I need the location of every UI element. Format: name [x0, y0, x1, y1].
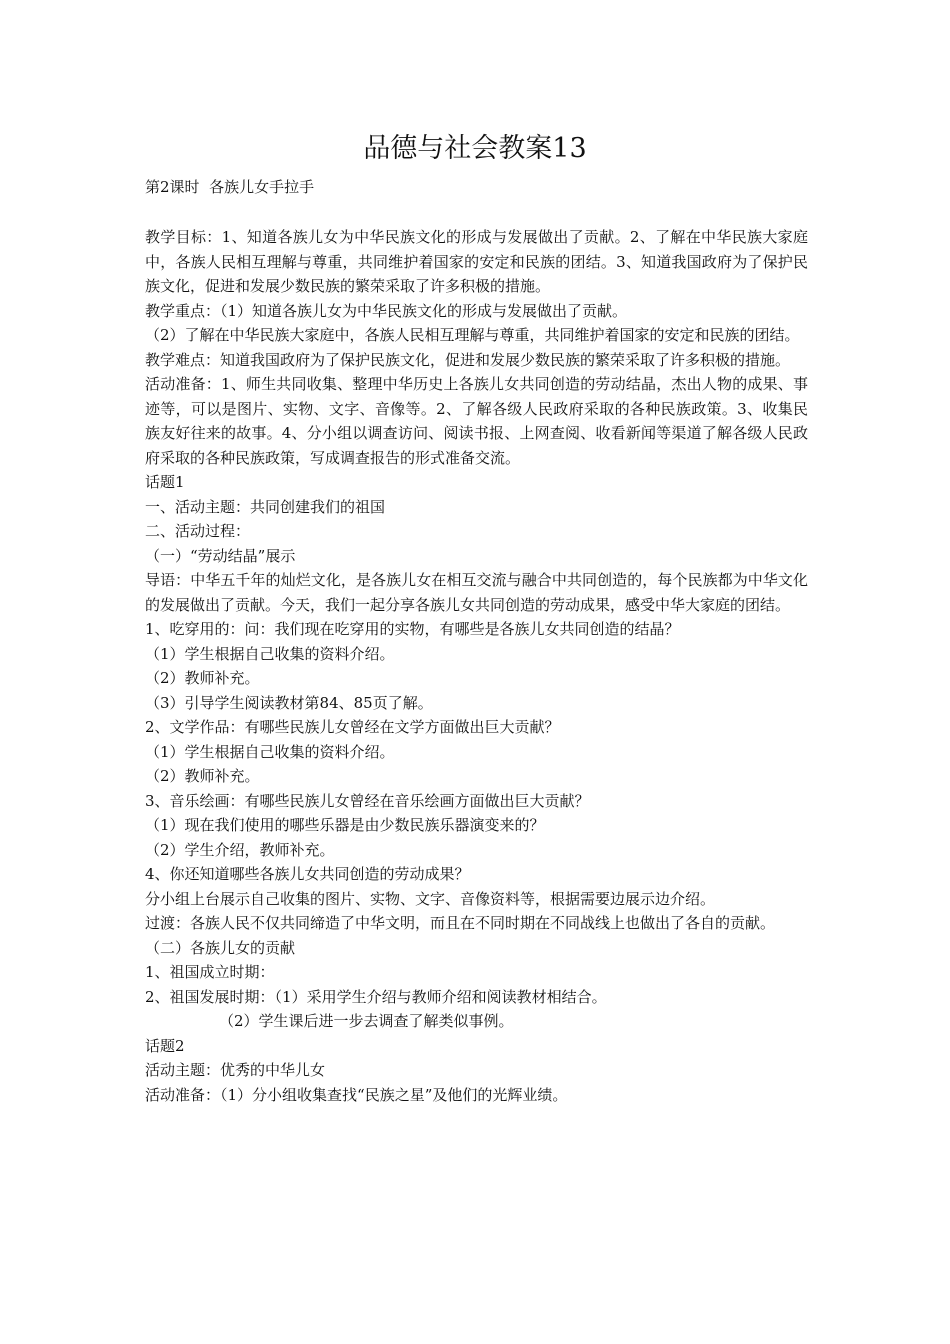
key-point-1: 教学重点：（1）知道各族儿女为中华民族文化的形成与发展做出了贡献。: [145, 301, 628, 320]
list-item: 1、吃穿用的：问：我们现在吃穿用的实物，有哪些是各族儿女共同创造的结晶？: [145, 620, 680, 638]
lesson-subtitle: 第2课时 各族儿女手拉手: [145, 178, 315, 196]
transition: 过渡：各族人民不仅共同缔造了中华文明，而且在不同时期在不同战线上也做出了各自的贡献。: [145, 914, 776, 932]
list-item: 4、你还知道哪些各族儿女共同创造的劳动成果？: [145, 865, 470, 883]
key-point-2: （2）了解在中华民族大家庭中，各族人民相互理解与尊重，共同维护着国家的安定和民族的团结。: [145, 326, 800, 344]
page-title: 品德与社会教案13: [363, 133, 587, 164]
activity-theme: 一、活动主题：共同创建我们的祖国: [145, 497, 386, 516]
list-item: （1）现在我们使用的哪些乐器是由少数民族乐器演变来的？: [145, 816, 545, 834]
introduction: 导语：中华五千年的灿烂文化，是各族儿女在相互交流与融合中共同创造的，每个民族都为中华文化的发展做出了贡献。今天，我们一起分享各族儿女共同创造的劳动成果，感受中华大家庭的团结。: [145, 571, 808, 614]
list-item: （1）学生根据自己收集的资料介绍。: [145, 644, 395, 663]
teaching-goals: 教学目标：1、知道各族儿女为中华民族文化的形成与发展做出了贡献。2、了解在中华民族大家庭中，各族人民相互理解与尊重，共同维护着国家的安定和民族的团结。3、知道我国政府为了保护民族文化，促进和发展少数民族的繁荣采取了许多积极的措施。: [145, 228, 808, 295]
list-item: （1）学生根据自己收集的资料介绍。: [145, 742, 395, 761]
difficult-point: 教学难点：知道我国政府为了保护民族文化，促进和发展少数民族的繁荣采取了许多积极的措施。: [145, 350, 791, 369]
list-item: 2、祖国发展时期：（1）采用学生介绍与教师介绍和阅读教材相结合。: [145, 987, 607, 1006]
list-item: （2）教师补充。: [145, 669, 260, 687]
section-1-heading: （一）“劳动结晶”展示: [145, 546, 296, 565]
activity-process: 二、活动过程：: [145, 522, 251, 540]
list-item: 1、祖国成立时期：: [145, 963, 275, 981]
activity-preparation: 活动准备：1、师生共同收集、整理中华历史上各族儿女共同创造的劳动结晶，杰出人物的成果、事迹等，可以是图片、实物、文字、音像等。2、了解各级人民政府采取的各种民族政策。3、收集民族友好往来的故事。4、分小组以调查访问、阅读书报、上网查阅、收看新闻等渠道了解各级人民政府采取的各种民族政策，写成调查报告的形式准备交流。: [145, 375, 808, 467]
list-item: 2、文学作品：有哪些民族儿女曾经在文学方面做出巨大贡献？: [145, 718, 560, 736]
topic-2-heading: 话题2: [145, 1036, 185, 1055]
document-body: [145, 225, 808, 1107]
section-2-heading: （二）各族儿女的贡献: [145, 938, 296, 957]
list-item: 3、音乐绘画：有哪些民族儿女曾经在音乐绘画方面做出巨大贡献？: [145, 791, 590, 810]
list-item: （3）引导学生阅读教材第84、85页了解。: [145, 693, 433, 712]
list-item: （2）学生课后进一步去调查了解类似事例。: [219, 1012, 514, 1030]
list-item: （2）学生介绍，教师补充。: [145, 840, 335, 859]
topic-2-theme: 活动主题：优秀的中华儿女: [145, 1061, 326, 1079]
list-item: （2）教师补充。: [145, 767, 260, 785]
topic-2-preparation: 活动准备：（1）分小组收集查找“民族之星”及他们的光辉业绩。: [145, 1085, 568, 1104]
group-presentation: 分小组上台展示自己收集的图片、实物、文字、音像资料等，根据需要边展示边介绍。: [145, 889, 716, 908]
topic-1-heading: 话题1: [145, 473, 185, 491]
